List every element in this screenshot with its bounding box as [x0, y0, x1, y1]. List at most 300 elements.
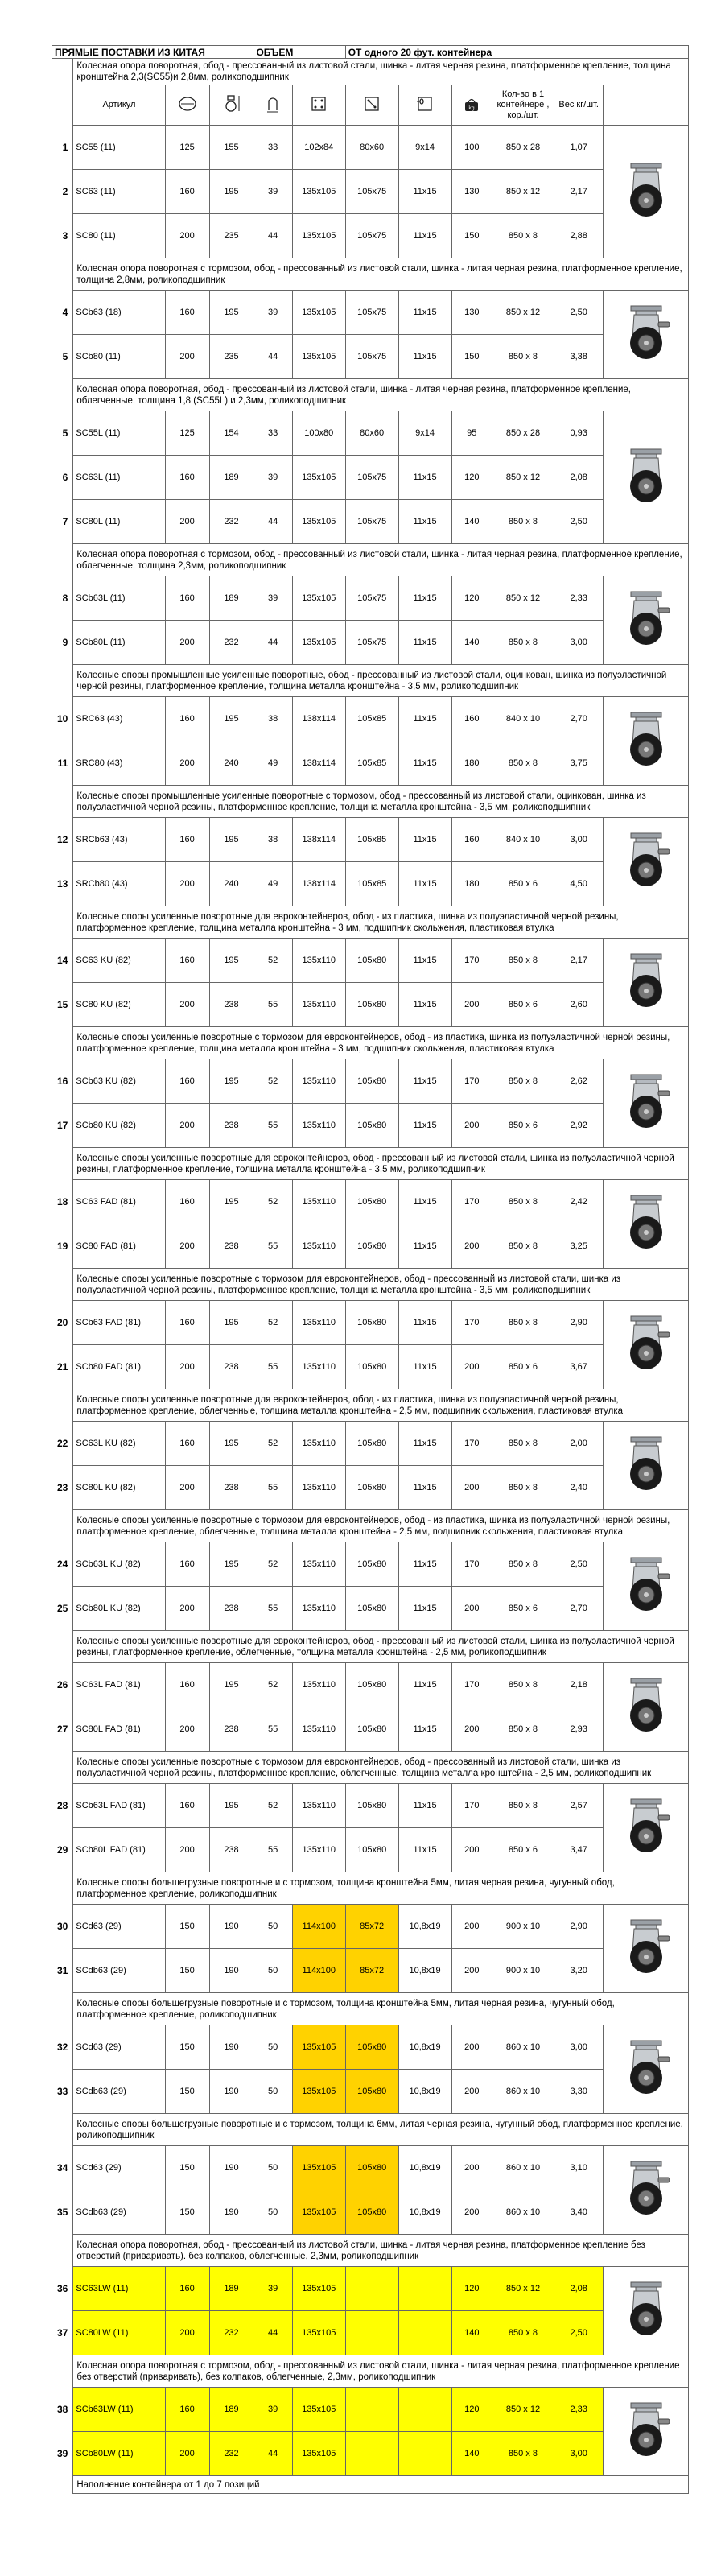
caster-photo [604, 697, 689, 786]
cell-a: SRC63 (43) [73, 697, 165, 741]
cell-o: 11x15 [398, 291, 451, 335]
cell-d: 200 [165, 1828, 209, 1872]
cell-a: SCb63LW (11) [73, 2388, 165, 2432]
cell-o: 10,8x19 [398, 2025, 451, 2070]
cell-p: 135x105 [292, 621, 345, 665]
row-number: 37 [57, 2327, 68, 2339]
table-row [52, 126, 689, 170]
wheel-diameter-icon [177, 94, 198, 116]
cell-d: 200 [165, 1224, 209, 1269]
cell-kg: 2,92 [554, 1104, 604, 1148]
cell-b [345, 2311, 398, 2355]
cell-d: 200 [165, 1345, 209, 1389]
table-row [52, 1224, 689, 1269]
table-row [52, 1345, 689, 1389]
cell-h: 190 [209, 2190, 253, 2235]
cell-a: SCb63L FAD (81) [73, 1784, 165, 1828]
cell-l: 200 [451, 1587, 492, 1631]
cell-b: 105x80 [345, 2190, 398, 2235]
cell-p: 135x110 [292, 1828, 345, 1872]
row-spacer [52, 2114, 73, 2146]
caster-wheel-icon [618, 446, 674, 510]
cell-l: 170 [451, 1180, 492, 1224]
row-number: 5 [62, 351, 68, 362]
group-description: Колесные опоры усиленные поворотные для евроконтейнеров, обод - из пластика, шинка из полуэластичной черной резины, платформенное крепление, толщина металла кронштейна - 3 мм, подшипник скольжения, пластиковая втулка [73, 906, 689, 939]
cell-l: 130 [451, 291, 492, 335]
cell-o: 9x14 [398, 126, 451, 170]
cell-a: SRCb80 (43) [73, 862, 165, 906]
cell-p: 135x110 [292, 983, 345, 1027]
row-number: 31 [57, 1965, 68, 1976]
cell-h: 240 [209, 862, 253, 906]
caster-photo [604, 126, 689, 258]
cell-a: SC63 FAD (81) [73, 1180, 165, 1224]
cell-b: 85x72 [345, 1949, 398, 1993]
row-number: 13 [57, 878, 68, 890]
cell-p: 135x105 [292, 335, 345, 379]
cell-q: 900 x 10 [492, 1949, 554, 1993]
table-row [52, 2025, 689, 2070]
cell-l: 170 [451, 1422, 492, 1466]
cell-d: 160 [165, 1180, 209, 1224]
cell-o [398, 2432, 451, 2476]
cell-p: 135x105 [292, 500, 345, 544]
cell-a: SCb80 FAD (81) [73, 1345, 165, 1389]
table-row [52, 291, 689, 335]
cell-q: 900 x 10 [492, 1905, 554, 1949]
cell-d: 125 [165, 411, 209, 456]
table-row [52, 2432, 689, 2476]
cell-h: 240 [209, 741, 253, 786]
column-weight: Вес кг/шт. [554, 85, 604, 126]
cell-b: 105x80 [345, 1224, 398, 1269]
cell-l: 200 [451, 1345, 492, 1389]
row-number: 1 [62, 142, 68, 153]
cell-h: 190 [209, 2146, 253, 2190]
table-row [52, 2190, 689, 2235]
cell-h: 154 [209, 411, 253, 456]
cell-d: 150 [165, 2190, 209, 2235]
cell-o: 11x15 [398, 1301, 451, 1345]
cell-d: 160 [165, 456, 209, 500]
cell-p: 135x105 [292, 576, 345, 621]
row-number: 36 [57, 2283, 68, 2294]
cell-d: 125 [165, 126, 209, 170]
cell-a: SC63LW (11) [73, 2267, 165, 2311]
cell-a: SCb63L (11) [73, 576, 165, 621]
cell-a: SC80 KU (82) [73, 983, 165, 1027]
group-description: Колесная опора поворотная с тормозом, обод - прессованный из листовой стали, шинка - литая черная резина, платформенное крепление, облегченные, толщина 2,3мм, роликоподшипник [73, 544, 689, 576]
group-description-row [52, 1510, 689, 1542]
cell-b: 105x80 [345, 1104, 398, 1148]
row-number: 2 [62, 186, 68, 197]
cell-q: 850 x 12 [492, 2267, 554, 2311]
cell-o [398, 2311, 451, 2355]
group-description: Колесные опоры большегрузные поворотные и с тормозом, толщина 6мм, литая черная резина, чугунный обод, платформенное крепление, роликоподшипник [73, 2114, 689, 2146]
cell-kg: 2,62 [554, 1059, 604, 1104]
cell-p: 135x110 [292, 1663, 345, 1707]
cell-kg: 2,42 [554, 1180, 604, 1224]
cell-h: 189 [209, 576, 253, 621]
cell-q: 850 x 8 [492, 500, 554, 544]
cell-kg: 2,08 [554, 2267, 604, 2311]
row-number: 30 [57, 1921, 68, 1932]
cell-d: 160 [165, 697, 209, 741]
cell-w: 55 [253, 1828, 292, 1872]
cell-kg: 3,75 [554, 741, 604, 786]
table-row [52, 1422, 689, 1466]
header-cell-right: ОТ одного 20 фут. контейнера [345, 46, 688, 59]
row-number: 21 [57, 1361, 68, 1373]
cell-w: 33 [253, 126, 292, 170]
cell-d: 150 [165, 2146, 209, 2190]
caster-wheel-icon [618, 2400, 674, 2463]
cell-h: 195 [209, 697, 253, 741]
cell-l: 140 [451, 500, 492, 544]
cell-kg: 2,17 [554, 939, 604, 983]
cell-h: 189 [209, 2388, 253, 2432]
cell-q: 850 x 8 [492, 2432, 554, 2476]
cell-b: 105x75 [345, 170, 398, 214]
cell-kg: 2,57 [554, 1784, 604, 1828]
table-row [52, 2146, 689, 2190]
cell-w: 39 [253, 576, 292, 621]
cell-w: 39 [253, 456, 292, 500]
cell-h: 195 [209, 1422, 253, 1466]
caster-photo [604, 818, 689, 906]
cell-a: SC80L FAD (81) [73, 1707, 165, 1752]
cell-kg: 2,17 [554, 170, 604, 214]
cell-kg: 2,93 [554, 1707, 604, 1752]
cell-o: 11x15 [398, 1224, 451, 1269]
cell-h: 189 [209, 2267, 253, 2311]
group-description: Колесные опоры промышленные усиленные поворотные с тормозом, обод - прессованный из листовой стали, оцинкован, шинка из полуэластичной черной резины, платформенное крепление, толщина металла кронштейна - 3,5 мм, роликоподшипник [73, 786, 689, 818]
cell-w: 50 [253, 2070, 292, 2114]
row-number: 38 [57, 2404, 68, 2415]
cell-b: 105x80 [345, 1828, 398, 1872]
cell-d: 160 [165, 170, 209, 214]
cell-kg: 2,18 [554, 1663, 604, 1707]
table-row [52, 2267, 689, 2311]
cell-o: 11x15 [398, 697, 451, 741]
cell-w: 50 [253, 2190, 292, 2235]
caster-wheel-icon [618, 1313, 674, 1377]
cell-w: 55 [253, 1345, 292, 1389]
row-spacer [52, 258, 73, 291]
cell-a: SCb80L (11) [73, 621, 165, 665]
cell-p: 135x105 [292, 214, 345, 258]
cell-kg: 2,88 [554, 214, 604, 258]
cell-d: 200 [165, 1466, 209, 1510]
cell-o: 11x15 [398, 862, 451, 906]
table-row [52, 1301, 689, 1345]
cell-w: 52 [253, 1784, 292, 1828]
cell-h: 238 [209, 1104, 253, 1148]
cell-w: 49 [253, 741, 292, 786]
cell-p: 135x110 [292, 1707, 345, 1752]
cell-h: 232 [209, 500, 253, 544]
row-number: 14 [57, 955, 68, 966]
cell-q: 850 x 8 [492, 1542, 554, 1587]
cell-d: 200 [165, 214, 209, 258]
cell-kg: 2,50 [554, 291, 604, 335]
cell-l: 200 [451, 2190, 492, 2235]
cell-a: SCdb63 (29) [73, 2070, 165, 2114]
table-row [52, 818, 689, 862]
cell-d: 200 [165, 1104, 209, 1148]
table-row [52, 1104, 689, 1148]
cell-q: 850 x 8 [492, 2311, 554, 2355]
cell-l: 170 [451, 939, 492, 983]
cell-b: 105x75 [345, 500, 398, 544]
cell-h: 238 [209, 1224, 253, 1269]
cell-o: 11x15 [398, 335, 451, 379]
caster-photo [604, 939, 689, 1027]
table-row [52, 456, 689, 500]
caster-wheel-icon [618, 2158, 674, 2222]
cell-p: 135x105 [292, 2388, 345, 2432]
cell-p: 138x114 [292, 741, 345, 786]
wheel-width-icon [262, 94, 283, 116]
row-number: 12 [57, 834, 68, 845]
column-picture [604, 85, 689, 126]
row-number: 22 [57, 1438, 68, 1449]
cell-o: 11x15 [398, 1059, 451, 1104]
cell-l: 170 [451, 1663, 492, 1707]
group-description: Колесные опоры усиленные поворотные с тормозом для евроконтейнеров, обод - прессованный из листовой стали, шинка из полуэластичной черной резины, платформенное крепление, облегченные, толщина металла кронштейна - 2,5 мм, роликоподшипник [73, 1752, 689, 1784]
cell-kg: 3,25 [554, 1224, 604, 1269]
table-row [52, 1587, 689, 1631]
cell-h: 190 [209, 2070, 253, 2114]
cell-kg: 3,00 [554, 818, 604, 862]
cell-l: 200 [451, 1707, 492, 1752]
row-number: 9 [62, 637, 68, 648]
cell-a: SRCb63 (43) [73, 818, 165, 862]
row-number: 26 [57, 1679, 68, 1690]
cell-b [345, 2388, 398, 2432]
cell-kg: 2,90 [554, 1905, 604, 1949]
cell-kg: 3,20 [554, 1949, 604, 1993]
cell-q: 850 x 8 [492, 939, 554, 983]
cell-o: 11x15 [398, 500, 451, 544]
cell-a: SC55 (11) [73, 126, 165, 170]
cell-a: SC80 FAD (81) [73, 1224, 165, 1269]
cell-l: 120 [451, 456, 492, 500]
group-description: Колесная опора поворотная с тормозом, обод - прессованный из листовой стали, шинка - литая черная резина, платформенное крепление без отверстий (приваривать), без колпаков, облегченные, 2,3мм, роликоподшипник [73, 2355, 689, 2388]
cell-o: 11x15 [398, 983, 451, 1027]
cell-a: SC63L (11) [73, 456, 165, 500]
column-qty: Кол-во в 1 контейнере , кор./шт. [492, 85, 554, 126]
cell-h: 238 [209, 1587, 253, 1631]
cell-p: 135x110 [292, 1301, 345, 1345]
cell-d: 150 [165, 2025, 209, 2070]
cell-b: 105x80 [345, 1301, 398, 1345]
caster-photo [604, 1422, 689, 1510]
cell-p: 138x114 [292, 697, 345, 741]
cell-o: 11x15 [398, 576, 451, 621]
cell-w: 44 [253, 500, 292, 544]
cell-q: 850 x 8 [492, 1422, 554, 1466]
table-row [52, 2388, 689, 2432]
cell-h: 238 [209, 1466, 253, 1510]
cell-l: 100 [451, 126, 492, 170]
cell-d: 200 [165, 2311, 209, 2355]
cell-h: 232 [209, 2432, 253, 2476]
caster-wheel-icon [618, 830, 674, 894]
cell-p: 135x110 [292, 1542, 345, 1587]
row-number: 33 [57, 2086, 68, 2097]
cell-p: 135x110 [292, 1784, 345, 1828]
cell-q: 850 x 12 [492, 576, 554, 621]
cell-w: 52 [253, 1180, 292, 1224]
cell-w: 55 [253, 1466, 292, 1510]
group-description-row [52, 544, 689, 576]
table-row [52, 939, 689, 983]
cell-b: 105x85 [345, 741, 398, 786]
caster-photo [604, 411, 689, 544]
cell-b: 85x72 [345, 1905, 398, 1949]
group-description-row [52, 1872, 689, 1905]
top-margin [0, 0, 721, 45]
cell-l: 200 [451, 2146, 492, 2190]
cell-b: 105x80 [345, 1784, 398, 1828]
row-spacer [52, 59, 73, 85]
row-number: 28 [57, 1800, 68, 1811]
cell-o: 11x15 [398, 1422, 451, 1466]
cell-a: SCb63 KU (82) [73, 1059, 165, 1104]
cell-h: 238 [209, 983, 253, 1027]
group-description: Колесные опоры большегрузные поворотные и с тормозом, толщина кронштейна 5мм, литая черная резина, чугунный обод, платформенное крепление, роликоподшипник [73, 1993, 689, 2025]
cell-d: 150 [165, 1949, 209, 1993]
cell-o: 11x15 [398, 1104, 451, 1148]
row-number: 27 [57, 1724, 68, 1735]
cell-kg: 1,07 [554, 126, 604, 170]
cell-l: 140 [451, 2311, 492, 2355]
cell-kg: 3,00 [554, 621, 604, 665]
cell-b: 105x80 [345, 1345, 398, 1389]
group-description-row [52, 379, 689, 411]
cell-w: 55 [253, 1707, 292, 1752]
cell-d: 200 [165, 862, 209, 906]
caster-wheel-icon [618, 588, 674, 652]
cell-q: 850 x 12 [492, 170, 554, 214]
table-row [52, 2311, 689, 2355]
caster-wheel-icon [618, 2037, 674, 2101]
table-row [52, 621, 689, 665]
cell-l: 170 [451, 1784, 492, 1828]
table-row [52, 1663, 689, 1707]
cell-b: 105x80 [345, 1059, 398, 1104]
cell-q: 850 x 8 [492, 621, 554, 665]
cell-q: 850 x 8 [492, 1663, 554, 1707]
cell-d: 150 [165, 2070, 209, 2114]
row-spacer [52, 665, 73, 697]
cell-p: 135x110 [292, 1345, 345, 1389]
cell-b: 105x85 [345, 862, 398, 906]
cell-h: 238 [209, 1828, 253, 1872]
cell-kg: 2,33 [554, 2388, 604, 2432]
cell-q: 850 x 12 [492, 291, 554, 335]
cell-a: SC63 (11) [73, 170, 165, 214]
cell-q: 850 x 8 [492, 1466, 554, 1510]
row-spacer [52, 1148, 73, 1180]
row-spacer [52, 906, 73, 939]
cell-o: 10,8x19 [398, 2146, 451, 2190]
cell-q: 850 x 8 [492, 741, 554, 786]
table-row [52, 1949, 689, 1993]
row-spacer [52, 1269, 73, 1301]
row-number: 35 [57, 2207, 68, 2218]
cell-kg: 2,33 [554, 576, 604, 621]
group-description: Колесные опоры усиленные поворотные для евроконтейнеров, обод - прессованный из листовой стали, шинка из полуэластичной черной резины, платформенное крепление, толщина металла кронштейна - 3,5 мм, роликоподшипник [73, 1148, 689, 1180]
caster-photo [604, 1663, 689, 1752]
cell-p: 135x105 [292, 456, 345, 500]
cell-h: 195 [209, 939, 253, 983]
cell-b: 105x75 [345, 214, 398, 258]
cell-b: 105x80 [345, 1466, 398, 1510]
table-row [52, 1828, 689, 1872]
cell-o: 11x15 [398, 1345, 451, 1389]
cell-kg: 2,40 [554, 1466, 604, 1510]
cell-q: 850 x 12 [492, 2388, 554, 2432]
row-spacer [52, 1389, 73, 1422]
cell-q: 850 x 8 [492, 1301, 554, 1345]
column-icon-cell [451, 85, 492, 126]
cell-w: 50 [253, 2025, 292, 2070]
cell-w: 33 [253, 411, 292, 456]
group-description: Колесная опора поворотная, обод - прессованный из листовой стали, шинка - литая черная резина, платформенное крепление, облегченные, толщина 1,8 (SC55L) и 2,3мм, роликоподшипник [73, 379, 689, 411]
caster-wheel-icon [618, 1917, 674, 1980]
cell-a: SCd63 (29) [73, 1905, 165, 1949]
cell-o [398, 2267, 451, 2311]
row-number: 8 [62, 592, 68, 604]
cell-o: 10,8x19 [398, 1949, 451, 1993]
caster-wheel-icon [618, 1434, 674, 1497]
cell-w: 38 [253, 818, 292, 862]
caster-wheel-icon [618, 160, 674, 224]
cell-a: SC55L (11) [73, 411, 165, 456]
cell-w: 52 [253, 1422, 292, 1466]
table-row [52, 1059, 689, 1104]
cell-a: SCb80L KU (82) [73, 1587, 165, 1631]
cell-a: SRC80 (43) [73, 741, 165, 786]
cell-d: 200 [165, 335, 209, 379]
cell-o: 11x15 [398, 1784, 451, 1828]
cell-a: SCd63 (29) [73, 2025, 165, 2070]
cell-h: 189 [209, 456, 253, 500]
table-row [52, 862, 689, 906]
row-number: 25 [57, 1603, 68, 1614]
cell-h: 195 [209, 1301, 253, 1345]
column-icon-cell [209, 85, 253, 126]
caster-photo [604, 1059, 689, 1148]
cell-kg: 3,40 [554, 2190, 604, 2235]
cell-w: 44 [253, 2432, 292, 2476]
caster-wheel-icon [618, 709, 674, 773]
table-row [52, 1542, 689, 1587]
cell-q: 850 x 6 [492, 983, 554, 1027]
cell-a: SCdb63 (29) [73, 1949, 165, 1993]
cell-q: 850 x 6 [492, 1587, 554, 1631]
cell-d: 150 [165, 1905, 209, 1949]
cell-l: 200 [451, 1224, 492, 1269]
row-spacer [52, 1993, 73, 2025]
cell-kg: 3,00 [554, 2025, 604, 2070]
table-row [52, 1466, 689, 1510]
cell-q: 850 x 8 [492, 1707, 554, 1752]
group-description-row [52, 2355, 689, 2388]
cell-kg: 2,50 [554, 2311, 604, 2355]
